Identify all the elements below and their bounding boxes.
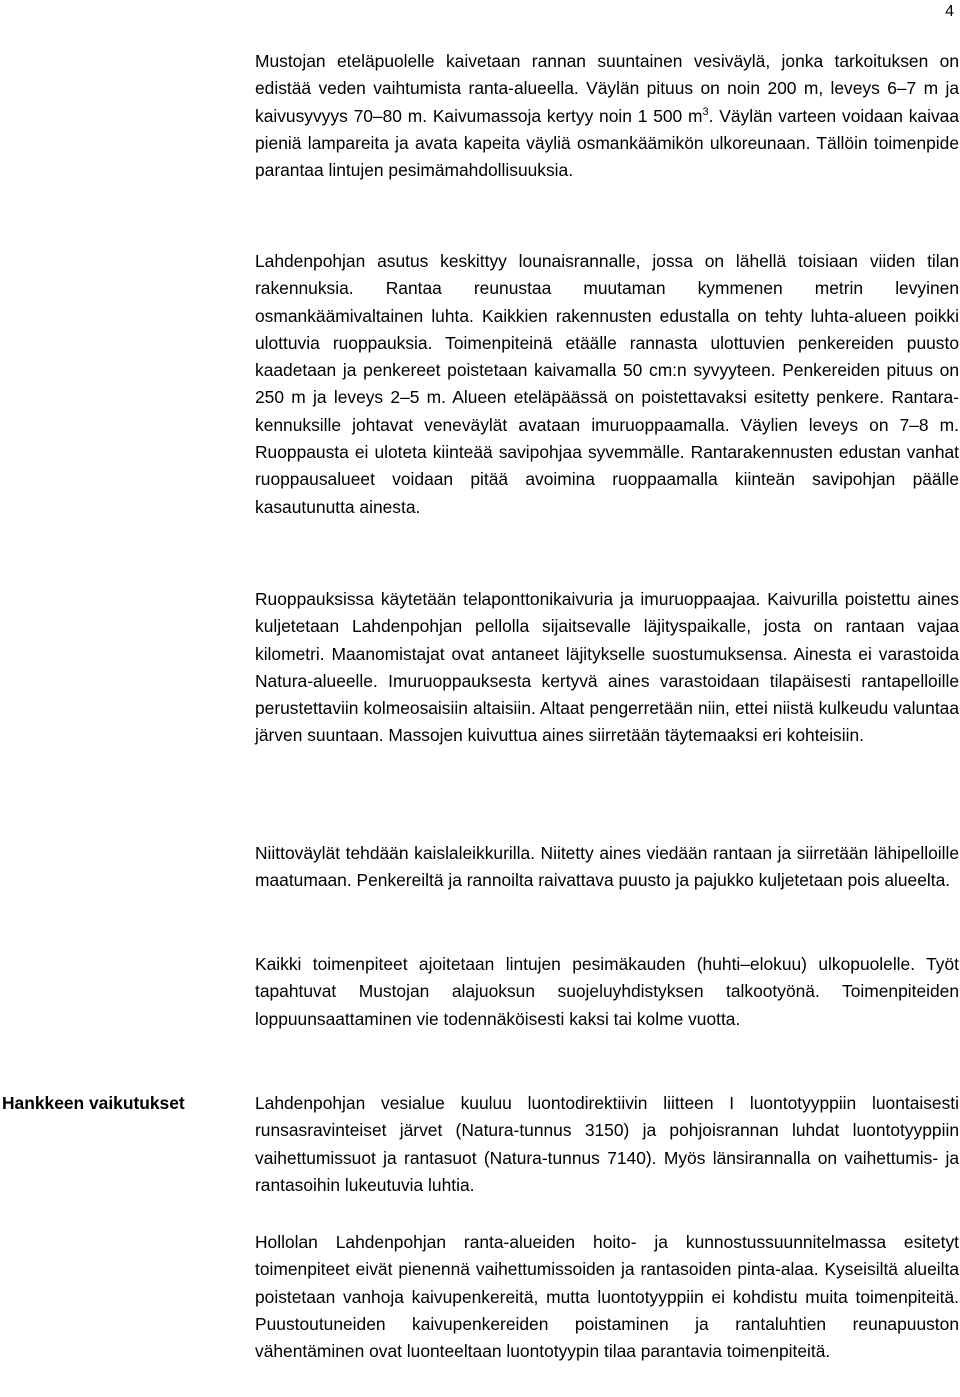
paragraph-3 xyxy=(255,586,959,750)
paragraph-5-text: Kaikki toimenpiteet ajoitetaan lintujen pesimäkauden (huhti–elokuu) ulkopuolelle. Työt tapahtuvat Mustojan alajuoksun suojeluyhdistyksen talkootyönä. Toimenpiteiden loppuunsaattaminen vie todennäköisesti kaksi tai kolme vuotta. xyxy=(255,954,959,1029)
page-number: 4 xyxy=(945,3,954,20)
paragraph-1-text-a: Mustojan eteläpuolelle kaivetaan rannan suuntainen vesiväylä, jonka tarkoituksen on edistää veden vaihtumista ranta-alueella. Väylän pituus on noin 200 m, leveys 6–7 m ja kaivusyvyys 70–80 m. Kaivumassoja kertyy noin 1 500 m xyxy=(255,51,959,126)
paragraph-2-text: Lahdenpohjan asutus keskittyy lounaisrannalle, jossa on lähellä toisiaan viiden tilan rakennuksia. Rantaa reunustaa muutaman kymmenen metrin levyinen osmankäämivaltainen luhta. Kaikkien rakennusten edustalla on tehty luhta-alueen poikki ulottuvia ruoppauksia. Toimenpiteinä etäälle rannasta ulottuvien penkereiden puusto kaadetaan ja penkereet poistetaan kaivamalla 50 cm:n syvyyteen. Penkereiden pituus on 250 m ja leveys 2–5 m. Alueen eteläpäässä on poistettavaksi esitetty penkere. Rantarakennuksille johtavat veneväylät avataan imuruoppaamalla. Väylien leveys on 7–8 m. Ruoppausta ei uloteta kiinteää savipohjaa syvemmälle. Rantarakennusten edustan vanhat ruoppausalueet voidaan pitää avoimina ruoppaamalla kiinteän savipohjan päälle kasautunutta ainesta. xyxy=(255,251,959,517)
paragraph-6-text: Lahdenpohjan vesialue kuuluu luontodirektiivin liitteen I luontotyyppiin luontaisesti runsasravinteiset järvet (Natura-tunnus 3150) ja pohjoisrannan luhdat luontotyyppiin vaihettumissuot ja rantasuot (Natura-tunnus 7140). Myös länsirannalla on vaihettumis- ja rantasoihin lukeutuvia luhtia. xyxy=(255,1093,959,1195)
paragraph-6 xyxy=(255,1090,959,1199)
paragraph-1-text-b: . Väylän varteen voidaan kaivaa pieniä lampareita ja avata kapeita väyliä osmankäämikön ulkoreunaan. Tällöin toimenpide parantaa lintujen pesimämahdollisuuksia. xyxy=(255,105,959,181)
paragraph-7-text: Hollolan Lahdenpohjan ranta-alueiden hoito- ja kunnostussuunnitelmassa esitetyt toimenpiteet eivät pienennä vaihettumissoiden ja rantasoiden pinta-alaa. Kyseisiltä alueilta poistetaan vanhoja kaivupenkereitä, mutta luontotyyppiin ei kohdistu muita toimenpiteitä. Puustoutuneiden kaivupenkereiden poistaminen ja rantaluhtien reunapuuston vähentäminen ovat luonteeltaan luontotyypin tilaa parantavia toimenpiteitä. xyxy=(255,1232,959,1362)
paragraph-4-text: Niittoväylät tehdään kaislaleikkurilla. Niitetty aines viedään rantaan ja siirretään lähipelloille maatumaan. Penkereiltä ja rannoilta raivattava puusto ja pajukko kuljetetaan pois alueelta. xyxy=(255,843,959,891)
superscript-3: 3 xyxy=(702,105,709,118)
paragraph-4 xyxy=(255,840,959,895)
section-heading: Hankkeen vaikutukset xyxy=(2,1093,185,1113)
paragraph-5 xyxy=(255,951,959,1033)
paragraph-2 xyxy=(255,248,959,521)
paragraph-3-text: Ruoppauksissa käytetään telaponttonikaivuria ja imuruoppaajaa. Kaivurilla poistettu aines kuljetetaan Lahdenpohjan pellolla sijaitsevalle läjityspaikalle, josta on rantaan vajaa kilometri. Maanomistajat ovat antaneet läjitykselle suostumuksensa. Ainesta ei varastoida Natura-alueelle. Imuruoppauksesta kertyvä aines varastoidaan tilapäisesti rantapelloille perustettaviin kolmeosaisiin altaisiin. Altaat pengerretään niin, ettei niistä kulkeudu valuntaa järven suuntaan. Massojen kuivuttua aines siirretään täytemaaksi eri kohteisiin. xyxy=(255,589,959,746)
paragraph-7 xyxy=(255,1229,959,1365)
paragraph-1 xyxy=(255,48,959,184)
